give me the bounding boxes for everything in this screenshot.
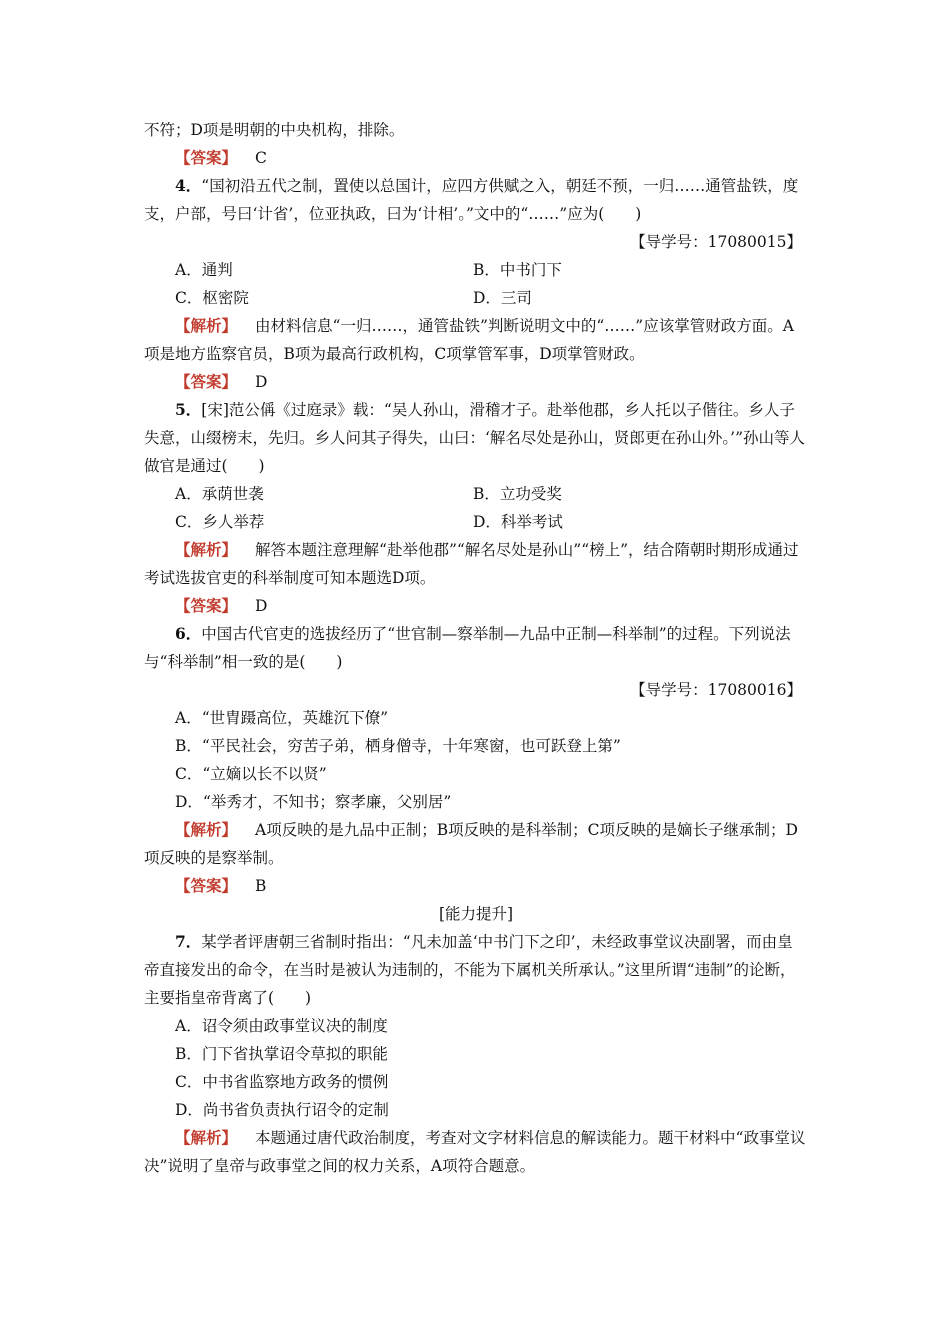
- intro-answer: [144, 144, 808, 172]
- analysis-tag: 【解析】: [175, 316, 238, 335]
- question-5-analysis: 【解析】 解答本题注意理解“赴举他郡”“解名尽处是孙山”“榜上”，结合隋朝时期形成通过考试选拔官吏的科举制度可知本题选D项。: [144, 540, 799, 587]
- option-c: C．“立嫡以长不以贤”: [175, 765, 327, 783]
- answer-value: B: [255, 877, 267, 895]
- document-page: [144, 116, 808, 1180]
- answer-tag: 【答案】: [175, 372, 238, 391]
- question-number: 6．: [175, 624, 202, 643]
- answer-tag: 【答案】: [175, 596, 238, 615]
- option-d: D．“举秀才，不知书；察孝廉，父别居”: [175, 793, 452, 811]
- option-c: C．枢密院: [175, 289, 249, 307]
- question-4-stem: 4．“国初沿五代之制，置使以总国计，应四方供赋之入，朝廷不预，一归……通管盐铁，度支，户部，号曰‘计省’，位亚执政，曰为‘计相’。”文中的“……”应为( ): [144, 176, 799, 223]
- option-a: A．通判: [175, 261, 233, 279]
- option-b: B．中书门下: [473, 261, 562, 279]
- question-4-options-row-1: [144, 256, 808, 284]
- analysis-tag: 【解析】: [175, 1128, 238, 1147]
- option-b: B．门下省执掌诏令草拟的职能: [175, 1045, 388, 1063]
- option-b: B．立功受奖: [473, 485, 562, 503]
- option-a: A．“世胄蹑高位，英雄沉下僚”: [175, 709, 389, 727]
- answer-value: C: [255, 149, 267, 167]
- answer-tag: 【答案】: [175, 876, 238, 895]
- question-5-stem: 5．[宋]范公偁《过庭录》载：“吴人孙山，滑稽才子。赴举他郡，乡人托以子偕往。乡人子失意，山缀榜末，先归。乡人问其子得失，山曰：‘解名尽处是孙山，贤郎更在孙山外。’”孙山等人做官是通过( ): [144, 400, 806, 475]
- question-4-answer: [144, 368, 808, 396]
- option-d: D．科举考试: [473, 513, 563, 531]
- question-7-analysis: 【解析】 本题通过唐代政治制度，考查对文字材料信息的解读能力。题干材料中“政事堂议决”说明了皇帝与政事堂之间的权力关系，A项符合题意。: [144, 1128, 806, 1175]
- question-number: 5．: [175, 400, 202, 419]
- section-title: [能力提升]: [438, 905, 514, 923]
- option-a: A．承荫世袭: [175, 485, 264, 503]
- question-number: 7．: [175, 932, 202, 951]
- question-6-answer: [144, 872, 808, 900]
- option-c: C．乡人举荐: [175, 513, 265, 531]
- question-7-stem: 7．某学者评唐朝三省制时指出：“凡未加盖‘中书门下之印’，未经政事堂议决副署，而由皇帝直接发出的命令，在当时是被认为违制的，不能为下属机关所承认。”这里所谓“违制”的论断，主要指皇帝背离了( ): [144, 932, 796, 1007]
- question-5-answer: [144, 592, 808, 620]
- question-6-ref: 【导学号：17080016】: [630, 681, 802, 699]
- answer-value: D: [255, 597, 268, 615]
- analysis-tag: 【解析】: [175, 820, 238, 839]
- option-d: D．三司: [473, 289, 532, 307]
- option-d: D．尚书省负责执行诏令的定制: [175, 1101, 389, 1119]
- question-5-options-row-1: [144, 480, 808, 508]
- question-4-options-row-2: [144, 284, 808, 312]
- question-4-analysis: 【解析】 由材料信息“一归……，通管盐铁”判断说明文中的“……”应该掌管财政方面。A项是地方监察官员，B项为最高行政机构，C项掌管军事，D项掌管财政。: [144, 316, 794, 363]
- intro-line: 不符；D项是明朝的中央机构，排除。: [144, 121, 405, 139]
- question-5-options-row-2: [144, 508, 808, 536]
- question-4-ref: 【导学号：17080015】: [630, 233, 802, 251]
- answer-tag: 【答案】: [175, 148, 238, 167]
- question-number: 4．: [175, 176, 202, 195]
- answer-value: D: [255, 373, 268, 391]
- option-b: B．“平民社会，穷苦子弟，栖身僧寺，十年寒窗，也可跃登上第”: [175, 737, 621, 755]
- option-a: A．诏令须由政事堂议决的制度: [175, 1017, 388, 1035]
- question-6-stem: 6．中国古代官吏的选拔经历了“世官制—察举制—九品中正制—科举制”的过程。下列说法与“科举制”相一致的是( ): [144, 624, 791, 671]
- analysis-tag: 【解析】: [175, 540, 238, 559]
- question-6-analysis: 【解析】 A项反映的是九品中正制；B项反映的是科举制；C项反映的是嫡长子继承制；D项反映的是察举制。: [144, 820, 798, 867]
- option-c: C．中书省监察地方政务的惯例: [175, 1073, 389, 1091]
